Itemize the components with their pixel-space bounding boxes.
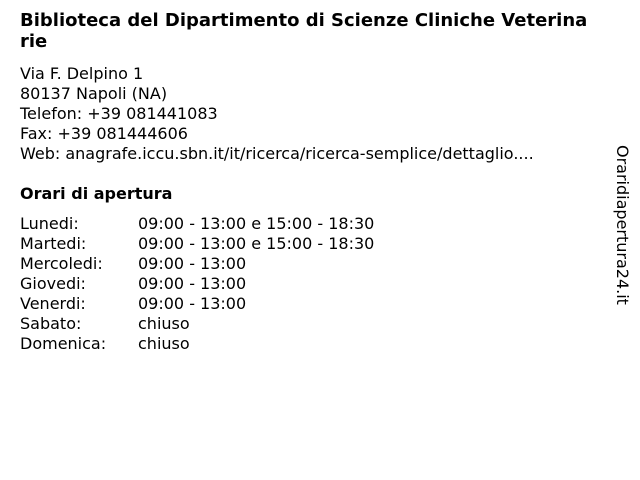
day-label: Venerdi: xyxy=(20,294,86,313)
site-watermark xyxy=(602,135,640,315)
time-value: 09:00 - 13:00 e 15:00 - 18:30 xyxy=(138,214,375,233)
day-label: Martedi: xyxy=(20,234,87,253)
time-value: chiuso xyxy=(138,334,190,353)
hours-row xyxy=(20,214,374,234)
hours-row xyxy=(20,234,374,254)
city-address: 80137 Napoli (NA) xyxy=(20,84,168,103)
hours-row xyxy=(20,294,374,314)
street-address: Via F. Delpino 1 xyxy=(20,64,144,83)
time-value: 09:00 - 13:00 e 15:00 - 18:30 xyxy=(138,234,375,253)
hours-heading: Orari di apertura xyxy=(20,184,173,203)
watermark-text: Oraridiapertura24.it xyxy=(613,145,632,305)
page-title: Biblioteca del Dipartimento di Scienze Cliniche Veterinarie xyxy=(20,10,588,52)
website-link[interactable]: Web: anagrafe.iccu.sbn.it/it/ricerca/ricerca-semplice/dettaglio.... xyxy=(20,144,534,163)
fax-number: Fax: +39 081444606 xyxy=(20,124,188,143)
hours-row xyxy=(20,334,374,354)
time-value: 09:00 - 13:00 xyxy=(138,294,247,313)
time-value: chiuso xyxy=(138,314,190,333)
contact-info xyxy=(20,64,534,164)
day-label: Lunedi: xyxy=(20,214,79,233)
day-label: Domenica: xyxy=(20,334,107,353)
hours-row xyxy=(20,314,374,334)
hours-row xyxy=(20,274,374,294)
hours-row xyxy=(20,254,374,274)
time-value: 09:00 - 13:00 xyxy=(138,254,247,273)
phone-number: Telefon: +39 081441083 xyxy=(20,104,218,123)
opening-hours-list xyxy=(20,214,374,354)
time-value: 09:00 - 13:00 xyxy=(138,274,247,293)
day-label: Giovedi: xyxy=(20,274,86,293)
day-label: Mercoledi: xyxy=(20,254,103,273)
day-label: Sabato: xyxy=(20,314,82,333)
